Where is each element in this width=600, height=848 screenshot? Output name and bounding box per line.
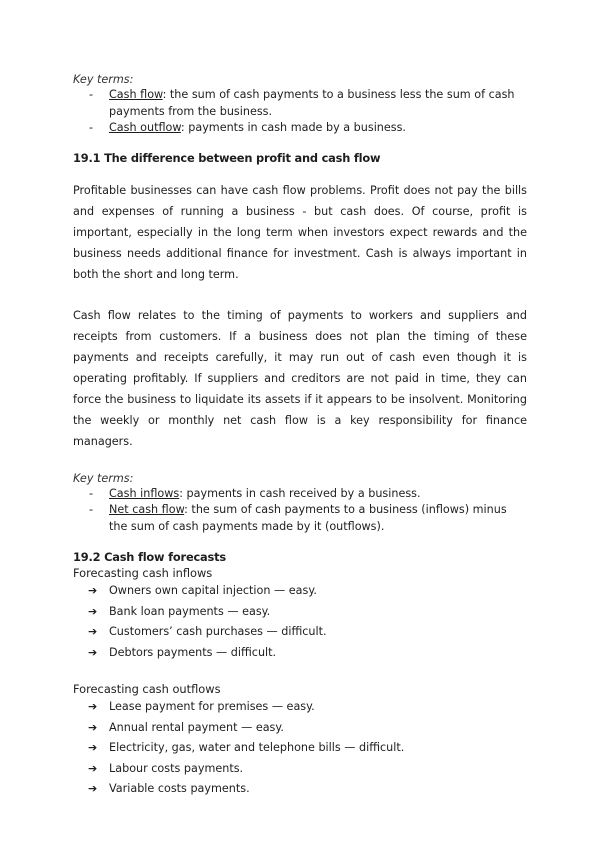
arrow-right-icon: ➔ bbox=[88, 700, 98, 713]
key-term-item bbox=[73, 120, 527, 137]
list-item-text: Lease payment for premises — easy. bbox=[109, 700, 315, 713]
key-term-definition: : the sum of cash payments to a business (inflows) minus the sum of cash payments made by it (outflows). bbox=[109, 503, 507, 533]
key-terms-block-1 bbox=[73, 72, 527, 137]
key-terms-label: Key terms: bbox=[73, 73, 134, 86]
section-heading: 19.1 The difference between profit and cash flow bbox=[73, 150, 381, 165]
arrow-right-icon: ➔ bbox=[88, 584, 98, 597]
key-terms-label: Key terms: bbox=[73, 471, 134, 485]
paragraph: Cash flow relates to the timing of payments to workers and suppliers and receipts from customers. If a business does not plan the timing of these payments and receipts carefully, it may run out of cash even though it is operating profitably. If suppliers and creditors are not paid in time, they can force the business to liquidate its assets if it appears to be insolvent. Monitoring the weekly or monthly net cash flow is a key responsibility for finance managers. bbox=[73, 308, 527, 448]
dash-bullet-icon: - bbox=[89, 121, 94, 134]
outflows-list bbox=[73, 697, 527, 800]
list-item bbox=[73, 718, 527, 739]
list-item bbox=[73, 643, 527, 664]
section-heading: 19.2 Cash flow forecasts bbox=[73, 550, 226, 564]
list-item bbox=[73, 602, 527, 623]
list-item bbox=[73, 759, 527, 780]
subheading-inflows: Forecasting cash inflows bbox=[73, 566, 213, 580]
list-item-text: Owners own capital injection — easy. bbox=[109, 584, 317, 597]
list-item-text: Variable costs payments. bbox=[109, 782, 250, 795]
list-item-text: Annual rental payment — easy. bbox=[109, 720, 284, 734]
list-item bbox=[73, 581, 527, 602]
dash-bullet-icon: - bbox=[89, 503, 94, 516]
arrow-right-icon: ➔ bbox=[88, 741, 98, 754]
arrow-right-icon: ➔ bbox=[88, 782, 98, 795]
list-item bbox=[73, 622, 527, 643]
list-item bbox=[73, 697, 527, 718]
list-item-text: Electricity, gas, water and telephone bills — difficult. bbox=[109, 741, 405, 754]
list-item bbox=[73, 738, 527, 759]
key-term-item bbox=[73, 87, 527, 120]
arrow-right-icon: ➔ bbox=[88, 761, 98, 775]
list-item-text: Customers’ cash purchases — difficult. bbox=[109, 625, 327, 638]
inflows-list bbox=[73, 581, 527, 663]
key-term-definition: : payments in cash received by a business. bbox=[179, 486, 421, 500]
key-terms-list bbox=[73, 87, 527, 137]
document-page bbox=[73, 72, 527, 800]
key-term-item bbox=[73, 502, 527, 535]
arrow-right-icon: ➔ bbox=[88, 720, 98, 734]
dash-bullet-icon: - bbox=[89, 486, 94, 500]
key-term-definition: : payments in cash made by a business. bbox=[180, 121, 406, 134]
key-term: Cash outflow bbox=[109, 121, 181, 134]
arrow-right-icon: ➔ bbox=[88, 604, 98, 618]
dash-bullet-icon: - bbox=[89, 88, 94, 101]
key-term: Cash flow bbox=[109, 88, 163, 101]
list-item-text: Bank loan payments — easy. bbox=[109, 604, 271, 618]
subheading-outflows: Forecasting cash outflows bbox=[73, 682, 221, 696]
arrow-right-icon: ➔ bbox=[88, 645, 98, 659]
list-item bbox=[73, 779, 527, 800]
arrow-right-icon: ➔ bbox=[88, 625, 98, 638]
paragraph: Profitable businesses can have cash flow problems. Profit does not pay the bills and expenses of running a business - but cash does. Of course, profit is important, especially in the long term when investors expect rewards and the business needs additional finance for investment. Cash is always important in both the short and long term. bbox=[73, 183, 527, 281]
key-term-item bbox=[73, 486, 527, 503]
list-item-text: Labour costs payments. bbox=[109, 761, 244, 775]
key-term: Cash inflows bbox=[109, 486, 180, 500]
list-item-text: Debtors payments — difficult. bbox=[109, 645, 277, 659]
key-term: Net cash flow bbox=[109, 503, 185, 516]
key-term-definition: : the sum of cash payments to a business less the sum of cash payments from the business. bbox=[109, 88, 515, 118]
key-terms-list bbox=[73, 486, 527, 536]
key-terms-block-2 bbox=[73, 471, 527, 536]
